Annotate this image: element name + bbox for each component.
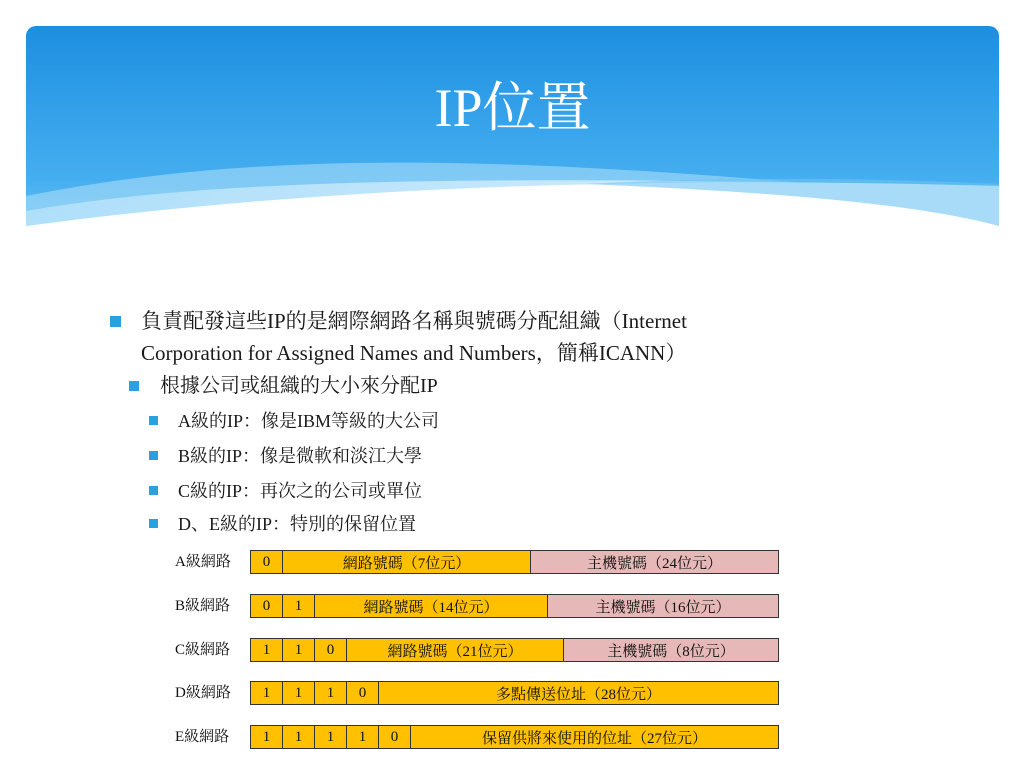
row-label-class-d: D級網路 xyxy=(175,685,231,701)
bullet-square-icon xyxy=(110,316,121,327)
bit-cell: 1 xyxy=(314,725,347,749)
bit-cell: 1 xyxy=(250,725,283,749)
host-number-cell: 主機號碼（24位元） xyxy=(530,550,779,574)
bullet-level3-item: D、E級的IP：特別的保留位置 xyxy=(178,514,416,534)
bit-cell: 0 xyxy=(250,594,283,618)
bit-cell: 1 xyxy=(250,681,283,705)
table-row-class-e xyxy=(250,725,779,749)
bit-cell: 1 xyxy=(282,638,315,662)
bullet-square-icon xyxy=(129,381,139,391)
network-number-cell: 網路號碼（14位元） xyxy=(314,594,548,618)
bullet-square-icon xyxy=(149,416,158,425)
bullet-level1-line2: Corporation for Assigned Names and Numbers，簡稱ICANN） xyxy=(141,341,687,365)
bullet-level1-line1: 負責配發這些IP的是網際網路名稱與號碼分配組織（Internet xyxy=(141,309,687,333)
bullet-level3-item: A級的IP：像是IBM等級的大公司 xyxy=(178,411,440,431)
table-row-class-c xyxy=(250,638,779,662)
bit-cell: 0 xyxy=(314,638,347,662)
table-row-class-b xyxy=(250,594,779,618)
row-label-class-a: A級網路 xyxy=(175,554,231,570)
bit-cell: 1 xyxy=(346,725,379,749)
bullet-level2: 根據公司或組織的大小來分配IP xyxy=(160,375,438,397)
bit-cell: 1 xyxy=(314,681,347,705)
bit-cell: 1 xyxy=(282,594,315,618)
multicast-address-cell: 多點傳送位址（28位元） xyxy=(378,681,779,705)
bullet-square-icon xyxy=(149,451,158,460)
bit-cell: 1 xyxy=(282,725,315,749)
host-number-cell: 主機號碼（8位元） xyxy=(563,638,779,662)
bullet-level3-item: C級的IP：再次之的公司或單位 xyxy=(178,481,423,501)
bit-cell: 0 xyxy=(250,550,283,574)
network-number-cell: 網路號碼（7位元） xyxy=(282,550,531,574)
network-number-cell: 網路號碼（21位元） xyxy=(346,638,564,662)
host-number-cell: 主機號碼（16位元） xyxy=(547,594,779,618)
row-label-class-b: B級網路 xyxy=(175,598,231,614)
table-row-class-d xyxy=(250,681,779,705)
bullet-level3-item: B級的IP：像是微軟和淡江大學 xyxy=(178,446,423,466)
page-title: IP位置 xyxy=(434,78,591,138)
bit-cell: 0 xyxy=(378,725,411,749)
reserved-address-cell: 保留供將來使用的位址（27位元） xyxy=(410,725,779,749)
row-label-class-e: E級網路 xyxy=(175,729,230,745)
row-label-class-c: C級網路 xyxy=(175,642,231,658)
bullet-square-icon xyxy=(149,486,158,495)
bit-cell: 0 xyxy=(346,681,379,705)
bit-cell: 1 xyxy=(250,638,283,662)
bullet-square-icon xyxy=(149,519,158,528)
table-row-class-a xyxy=(250,550,779,574)
bit-cell: 1 xyxy=(282,681,315,705)
